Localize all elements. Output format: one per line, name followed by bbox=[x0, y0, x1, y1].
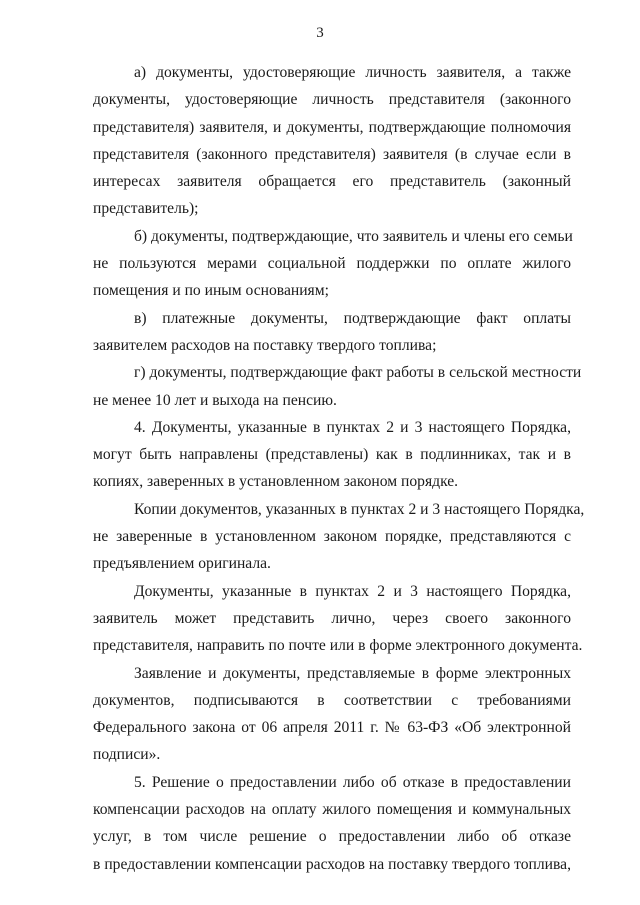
text-line: г) документы, подтверждающие факт работы в сельской местности bbox=[134, 364, 582, 382]
paragraph-v bbox=[93, 305, 571, 360]
text-line: не заверенные в установленном законом порядке, представляются с bbox=[93, 528, 571, 546]
text-line: не менее 10 лет и выхода на пенсию. bbox=[93, 391, 337, 409]
text-line: представитель); bbox=[93, 200, 199, 218]
text-line: не пользуются мерами социальной поддержки по оплате жилого bbox=[93, 255, 571, 273]
text-line: представителя) заявителя, и документы, подтверждающие полномочия bbox=[93, 118, 571, 136]
text-line: Копии документов, указанных в пунктах 2 и 3 настоящего Порядка, bbox=[134, 500, 585, 518]
text-line: Заявление и документы, представляемые в форме электронных bbox=[134, 664, 571, 682]
paragraph-submission bbox=[93, 578, 583, 660]
text-line: интересах заявителя обращается его представитель (законный bbox=[93, 173, 571, 191]
paragraph-g bbox=[93, 359, 582, 414]
paragraph-b bbox=[93, 223, 571, 305]
text-line: заявитель может представить лично, через своего законного bbox=[93, 609, 571, 627]
paragraph-copies bbox=[93, 496, 585, 578]
text-line: в предоставлении компенсации расходов на поставку твердого топлива, bbox=[93, 855, 571, 873]
text-line: компенсации расходов на оплату жилого помещения и коммунальных bbox=[93, 801, 571, 819]
text-line: документов, подписываются в соответствии с требованиями bbox=[93, 691, 571, 709]
paragraph-a bbox=[93, 59, 571, 223]
text-line: могут быть направлены (представлены) как в подлинниках, так и в bbox=[93, 446, 571, 464]
text-line: представителя (законного представителя) заявителя (в случае если в bbox=[93, 145, 571, 163]
paragraph-4 bbox=[93, 414, 571, 496]
page-number: 3 bbox=[316, 25, 324, 41]
paragraph-electronic bbox=[93, 660, 571, 769]
text-line: Документы, указанные в пунктах 2 и 3 настоящего Порядка, bbox=[134, 582, 571, 600]
document-body bbox=[93, 59, 585, 878]
text-line: представителя, направить по почте или в форме электронного документа. bbox=[93, 637, 583, 655]
paragraph-5 bbox=[93, 769, 571, 878]
text-line: услуг, в том числе решение о предоставлении либо об отказе bbox=[93, 828, 571, 846]
text-line: а) документы, удостоверяющие личность заявителя, а также bbox=[134, 64, 571, 81]
text-line: копиях, заверенных в установленном законом порядке. bbox=[93, 473, 459, 491]
text-line: в) платежные документы, подтверждающие факт оплаты bbox=[134, 309, 571, 327]
text-line: предъявлением оригинала. bbox=[93, 555, 271, 573]
text-line: документы, удостоверяющие личность представителя (законного bbox=[93, 91, 571, 109]
text-line: подписи». bbox=[93, 746, 161, 764]
text-line: 5. Решение о предоставлении либо об отказе в предоставлении bbox=[134, 773, 571, 791]
text-line: Федерального закона от 06 апреля 2011 г. № 63-ФЗ «Об электронной bbox=[93, 719, 571, 737]
text-line: 4. Документы, указанные в пунктах 2 и 3 настоящего Порядка, bbox=[134, 418, 571, 436]
text-line: помещения и по иным основаниям; bbox=[93, 282, 329, 300]
text-line: заявителем расходов на поставку твердого топлива; bbox=[93, 336, 437, 354]
text-line: б) документы, подтверждающие, что заявитель и члены его семьи bbox=[134, 227, 573, 245]
